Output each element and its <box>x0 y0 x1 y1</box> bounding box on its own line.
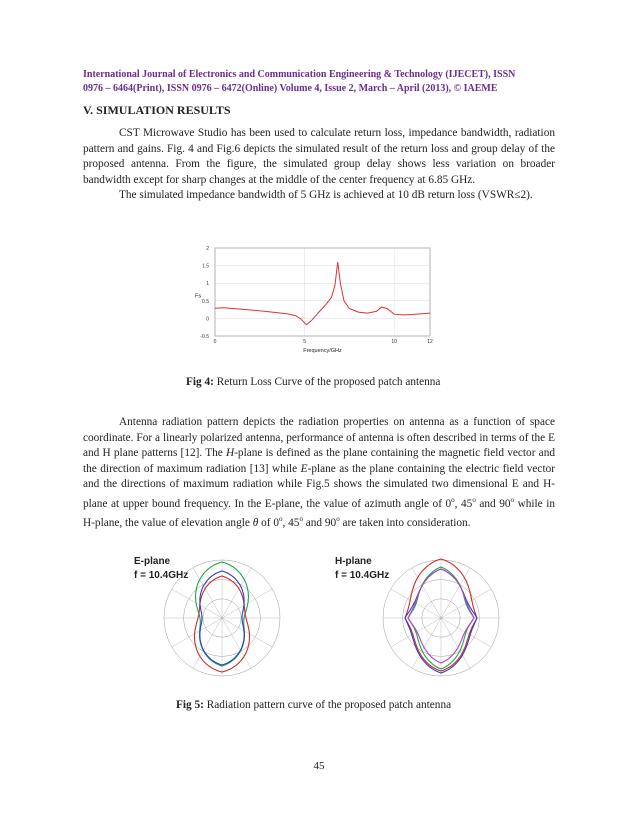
y-tick-label: 0.5 <box>202 298 209 305</box>
y-tick-label: 0 <box>206 316 209 323</box>
page-number: 45 <box>313 760 325 772</box>
x-tick-label: 0 <box>213 339 217 345</box>
y-tick-label: -0.5 <box>200 334 209 340</box>
hplane-title: H-plane <box>335 556 372 567</box>
fig4-caption-text: Return Loss Curve of the proposed patch antenna <box>213 376 441 388</box>
journal-header-line1: International Journal of Electronics and Communication Engineering & Technology (IJECET), ISSN <box>83 69 516 80</box>
x-axis-label: Frequency/GHz <box>303 348 342 354</box>
fig5-caption <box>176 699 451 711</box>
x-tick-label: 12 <box>427 339 433 345</box>
fig4-caption <box>186 376 440 388</box>
y-axis-label: Fs <box>195 293 202 300</box>
hplane-polar-plot <box>383 559 499 676</box>
fig5-caption-label: Fig 5: <box>176 699 204 711</box>
journal-header <box>83 68 555 96</box>
x-tick-label: 5 <box>303 339 306 345</box>
journal-header-line2: 0976 – 6464(Print), ISSN 0976 – 6472(Online) Volume 4, Issue 2, March – April (2013), © IAEME <box>83 83 498 94</box>
radiation-pattern-figure <box>130 548 510 688</box>
x-tick-label: 10 <box>391 339 397 345</box>
y-tick-label: 2 <box>206 246 209 252</box>
paragraph-simulation-text: CST Microwave Studio has been used to calculate return loss, impedance bandwidth, radiation pattern and gains. Fig. 4 and Fig.6 depicts the simulated result of the return loss and group delay of the proposed antenna. From the figure, the simulated group delay shows less variation on broader bandwidth except for sharp changes at the middle of the center frequency at 6.85 GHz. <box>83 127 555 186</box>
paragraph-radiation-text: Antenna radiation pattern depicts the radiation properties on antenna as a function of space coordinate. For a linearly polarized antenna, performance of antenna is often described in terms of the E and H plane patterns [12]. The H-plane is defined as the plane containing the magnetic field vector and the direction of maximum radiation [13] while E-plane as the plane containing the electric field vector and the directions of maximum radiation while Fig.5 shows the simulated two dimensional E and H-plane at upper bound frequency. In the E-plane, the value of azimuth angle of 0$^o$, 45$^o$ and 90$^o$ while in H-plane, the value of elevation angle θ of 0$^o$, 45$^o$ and 90$^o$ are taken into consideration. <box>83 416 555 530</box>
paragraph-bandwidth-text: The simulated impedance bandwidth of 5 GHz is achieved at 10 dB return loss (VSWR≤2). <box>119 189 533 202</box>
paragraph-radiation <box>83 415 555 532</box>
y-tick-label: 1.5 <box>202 263 209 270</box>
eplane-title: E-plane <box>134 556 171 567</box>
section-title: V. SIMULATION RESULTS <box>83 103 231 117</box>
eplane-frequency: f = 10.4GHz <box>134 570 189 581</box>
paragraph-simulation <box>83 126 555 204</box>
fig4-caption-label: Fig 4: <box>186 376 214 388</box>
plot-frame <box>215 248 430 336</box>
return-loss-plot-area <box>195 246 433 354</box>
return-loss-series-line <box>215 262 430 325</box>
fig5-caption-text: Radiation pattern curve of the proposed patch antenna <box>203 699 452 711</box>
return-loss-chart <box>185 240 445 356</box>
y-tick-label: 1 <box>206 281 209 288</box>
hplane-frequency: f = 10.4GHz <box>335 570 390 581</box>
